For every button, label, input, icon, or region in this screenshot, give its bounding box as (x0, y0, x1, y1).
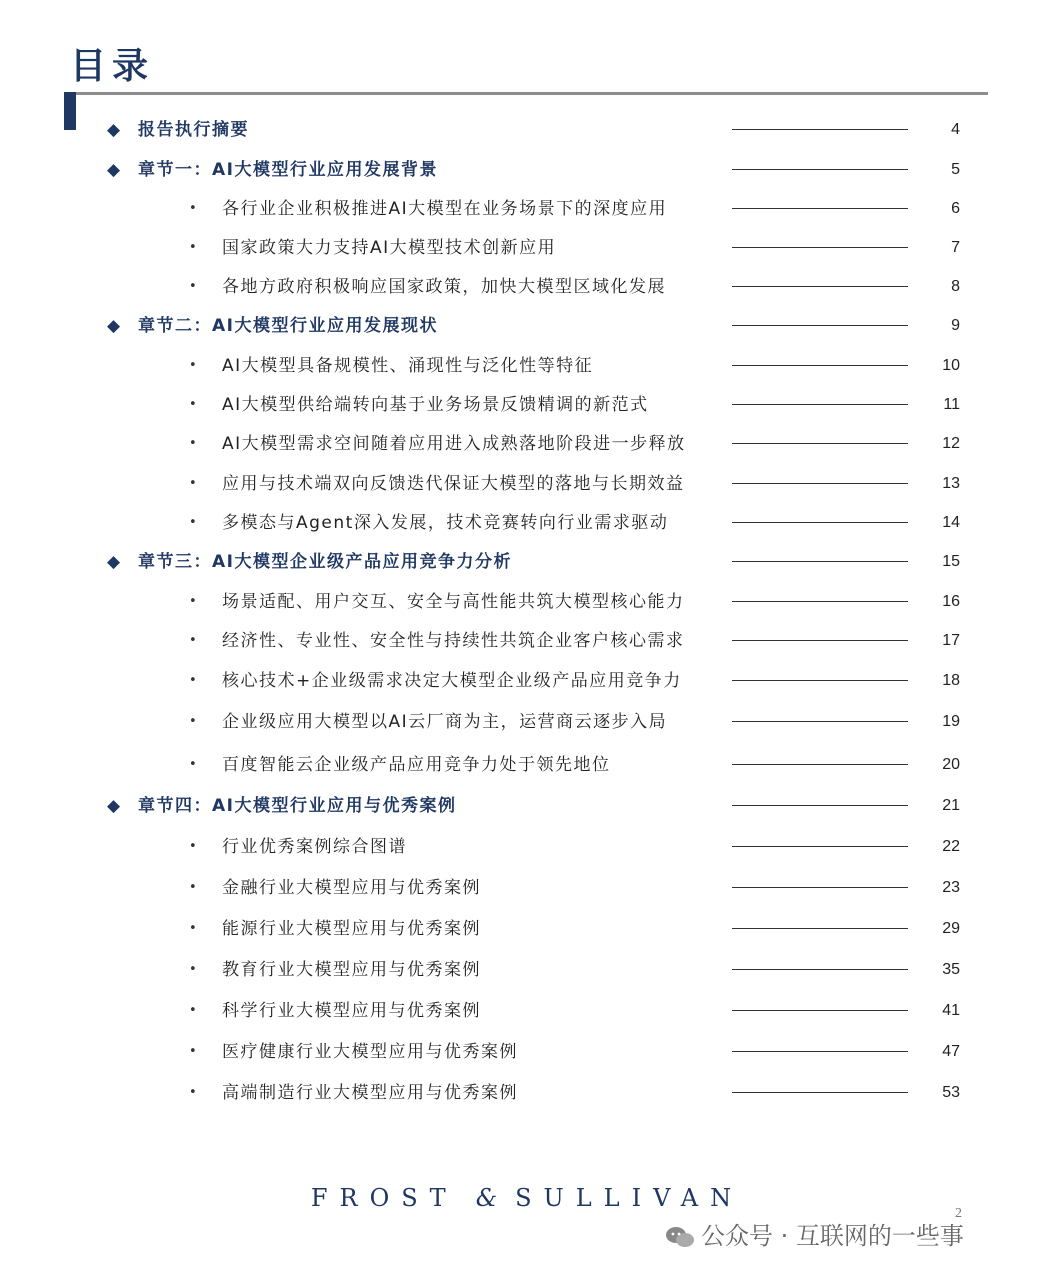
toc-entry-label: 章节四：AI大模型行业应用与优秀案例 (138, 796, 457, 816)
toc-page-number: 7 (951, 239, 960, 256)
toc-leader-line (732, 404, 908, 405)
page-number: 2 (955, 1206, 962, 1221)
toc-page-number: 20 (942, 756, 960, 773)
toc-subitem-row[interactable] (0, 666, 1054, 696)
toc-leader-line (732, 208, 908, 209)
toc-page-number: 17 (942, 632, 960, 649)
toc-subitem-row[interactable] (0, 996, 1054, 1026)
toc-page-number: 4 (951, 121, 960, 138)
toc-subitem-row[interactable] (0, 914, 1054, 944)
toc-leader-line (732, 764, 908, 765)
toc-leader-line (732, 129, 908, 130)
toc-section-row[interactable] (0, 115, 1054, 145)
toc-page-number: 21 (942, 797, 960, 814)
toc-subitem-row[interactable] (0, 272, 1054, 302)
toc-section-row[interactable] (0, 155, 1054, 185)
toc-page-number: 53 (942, 1084, 960, 1101)
dot-bullet-icon: • (189, 397, 197, 412)
toc-leader-line (732, 365, 908, 366)
toc-entry-label: 企业级应用大模型以AI云厂商为主，运营商云逐步入局 (222, 712, 668, 732)
toc-subitem-row[interactable] (0, 832, 1054, 862)
dot-bullet-icon: • (189, 673, 197, 688)
toc-leader-line (732, 325, 908, 326)
toc-leader-line (732, 1092, 908, 1093)
toc-subitem-row[interactable] (0, 194, 1054, 224)
toc-subitem-row[interactable] (0, 351, 1054, 381)
toc-page-number: 12 (942, 435, 960, 452)
toc-subitem-row[interactable] (0, 750, 1054, 780)
toc-entry-label: 科学行业大模型应用与优秀案例 (222, 1001, 481, 1021)
toc-subitem-row[interactable] (0, 429, 1054, 459)
toc-subitem-row[interactable] (0, 508, 1054, 538)
toc-subitem-row[interactable] (0, 1037, 1054, 1067)
toc-entry-label: 各行业企业积极推进AI大模型在业务场景下的深度应用 (222, 199, 668, 219)
toc-leader-line (732, 247, 908, 248)
logo-text-right: SULLIVAN (515, 1184, 744, 1212)
dot-bullet-icon: • (189, 757, 197, 772)
diamond-bullet-icon: ◆ (107, 160, 121, 180)
toc-leader-line (732, 286, 908, 287)
toc-subitem-row[interactable] (0, 587, 1054, 617)
toc-leader-line (732, 1010, 908, 1011)
toc-page-number: 22 (942, 838, 960, 855)
toc-leader-line (732, 846, 908, 847)
toc-leader-line (732, 721, 908, 722)
toc-leader-line (732, 928, 908, 929)
toc-entry-label: 经济性、专业性、安全性与持续性共筑企业客户核心需求 (222, 631, 685, 651)
toc-page-number: 15 (942, 553, 960, 570)
wechat-icon (665, 1225, 695, 1249)
toc-page-number: 11 (943, 396, 960, 413)
dot-bullet-icon: • (189, 1003, 197, 1018)
diamond-bullet-icon: ◆ (107, 120, 121, 140)
toc-entry-label: 各地方政府积极响应国家政策，加快大模型区域化发展 (222, 277, 666, 297)
toc-entry-label: AI大模型供给端转向基于业务场景反馈精调的新范式 (222, 395, 649, 415)
toc-page-number: 18 (942, 672, 960, 689)
toc-entry-label: 教育行业大模型应用与优秀案例 (222, 960, 481, 980)
toc-page-number: 5 (951, 161, 960, 178)
toc-subitem-row[interactable] (0, 873, 1054, 903)
toc-leader-line (732, 522, 908, 523)
toc-subitem-row[interactable] (0, 390, 1054, 420)
toc-subitem-row[interactable] (0, 469, 1054, 499)
toc-section-row[interactable] (0, 311, 1054, 341)
toc-entry-label: 章节一：AI大模型行业应用发展背景 (138, 160, 438, 180)
dot-bullet-icon: • (189, 962, 197, 977)
toc-page-number: 13 (942, 475, 960, 492)
diamond-bullet-icon: ◆ (107, 796, 121, 816)
toc-page-number: 14 (942, 514, 960, 531)
dot-bullet-icon: • (189, 880, 197, 895)
toc-entry-label: 行业优秀案例综合图谱 (222, 837, 407, 857)
toc-leader-line (732, 443, 908, 444)
toc-leader-line (732, 601, 908, 602)
toc-leader-line (732, 169, 908, 170)
toc-section-row[interactable] (0, 791, 1054, 821)
toc-subitem-row[interactable] (0, 1078, 1054, 1108)
toc-leader-line (732, 561, 908, 562)
dot-bullet-icon: • (189, 594, 197, 609)
toc-entry-label: AI大模型需求空间随着应用进入成熟落地阶段进一步释放 (222, 434, 686, 454)
toc-entry-label: 核心技术+企业级需求决定大模型企业级产品应用竞争力 (222, 671, 682, 691)
dot-bullet-icon: • (189, 839, 197, 854)
page-title: 目录 (70, 45, 155, 87)
toc-entry-label: 金融行业大模型应用与优秀案例 (222, 878, 481, 898)
toc-leader-line (732, 640, 908, 641)
toc-subitem-row[interactable] (0, 233, 1054, 263)
toc-leader-line (732, 805, 908, 806)
dot-bullet-icon: • (189, 201, 197, 216)
diamond-bullet-icon: ◆ (107, 552, 121, 572)
toc-leader-line (732, 1051, 908, 1052)
toc-page-number: 23 (942, 879, 960, 896)
toc-page-number: 41 (942, 1002, 960, 1019)
toc-entry-label: 应用与技术端双向反馈迭代保证大模型的落地与长期效益 (222, 474, 685, 494)
toc-leader-line (732, 680, 908, 681)
toc-entry-label: AI大模型具备规模性、涌现性与泛化性等特征 (222, 356, 594, 376)
toc-page-number: 9 (951, 317, 960, 334)
toc-entry-label: 场景适配、用户交互、安全与高性能共筑大模型核心能力 (222, 592, 685, 612)
toc-subitem-row[interactable] (0, 626, 1054, 656)
toc-page-number: 6 (951, 200, 960, 217)
logo-text-left: FROST (310, 1184, 458, 1212)
toc-entry-label: 医疗健康行业大模型应用与优秀案例 (222, 1042, 518, 1062)
toc-subitem-row[interactable] (0, 707, 1054, 737)
diamond-bullet-icon: ◆ (107, 316, 121, 336)
toc-entry-label: 章节二：AI大模型行业应用发展现状 (138, 316, 438, 336)
dot-bullet-icon: • (189, 1085, 197, 1100)
toc-entry-label: 百度智能云企业级产品应用竞争力处于领先地位 (222, 755, 611, 775)
toc-entry-label: 高端制造行业大模型应用与优秀案例 (222, 1083, 518, 1103)
toc-page-number: 29 (942, 920, 960, 937)
toc-entry-label: 章节三：AI大模型企业级产品应用竞争力分析 (138, 552, 512, 572)
toc-section-row[interactable] (0, 547, 1054, 577)
toc-subitem-row[interactable] (0, 955, 1054, 985)
dot-bullet-icon: • (189, 921, 197, 936)
dot-bullet-icon: • (189, 515, 197, 530)
dot-bullet-icon: • (189, 436, 197, 451)
dot-bullet-icon: • (189, 279, 197, 294)
dot-bullet-icon: • (189, 358, 197, 373)
toc-leader-line (732, 887, 908, 888)
toc-page-number: 35 (942, 961, 960, 978)
watermark-text: 公众号 · 互联网的一些事 (701, 1222, 964, 1250)
dot-bullet-icon: • (189, 1044, 197, 1059)
toc-entry-label: 多模态与Agent深入发展，技术竞赛转向行业需求驱动 (222, 513, 669, 533)
toc-page-number: 16 (942, 593, 960, 610)
toc-page-number: 8 (951, 278, 960, 295)
toc-entry-label: 国家政策大力支持AI大模型技术创新应用 (222, 238, 557, 258)
dot-bullet-icon: • (189, 714, 197, 729)
dot-bullet-icon: • (189, 633, 197, 648)
toc-leader-line (732, 969, 908, 970)
wechat-watermark (665, 1216, 964, 1252)
toc-entry-label: 报告执行摘要 (138, 120, 249, 140)
toc-page-number: 47 (942, 1043, 960, 1060)
dot-bullet-icon: • (189, 476, 197, 491)
frost-sullivan-logo (0, 1184, 1054, 1212)
toc-page-number: 10 (942, 357, 960, 374)
logo-ampersand: & (475, 1184, 498, 1212)
toc-leader-line (732, 483, 908, 484)
toc-entry-label: 能源行业大模型应用与优秀案例 (222, 919, 481, 939)
toc-page-number: 19 (942, 713, 960, 730)
dot-bullet-icon: • (189, 240, 197, 255)
